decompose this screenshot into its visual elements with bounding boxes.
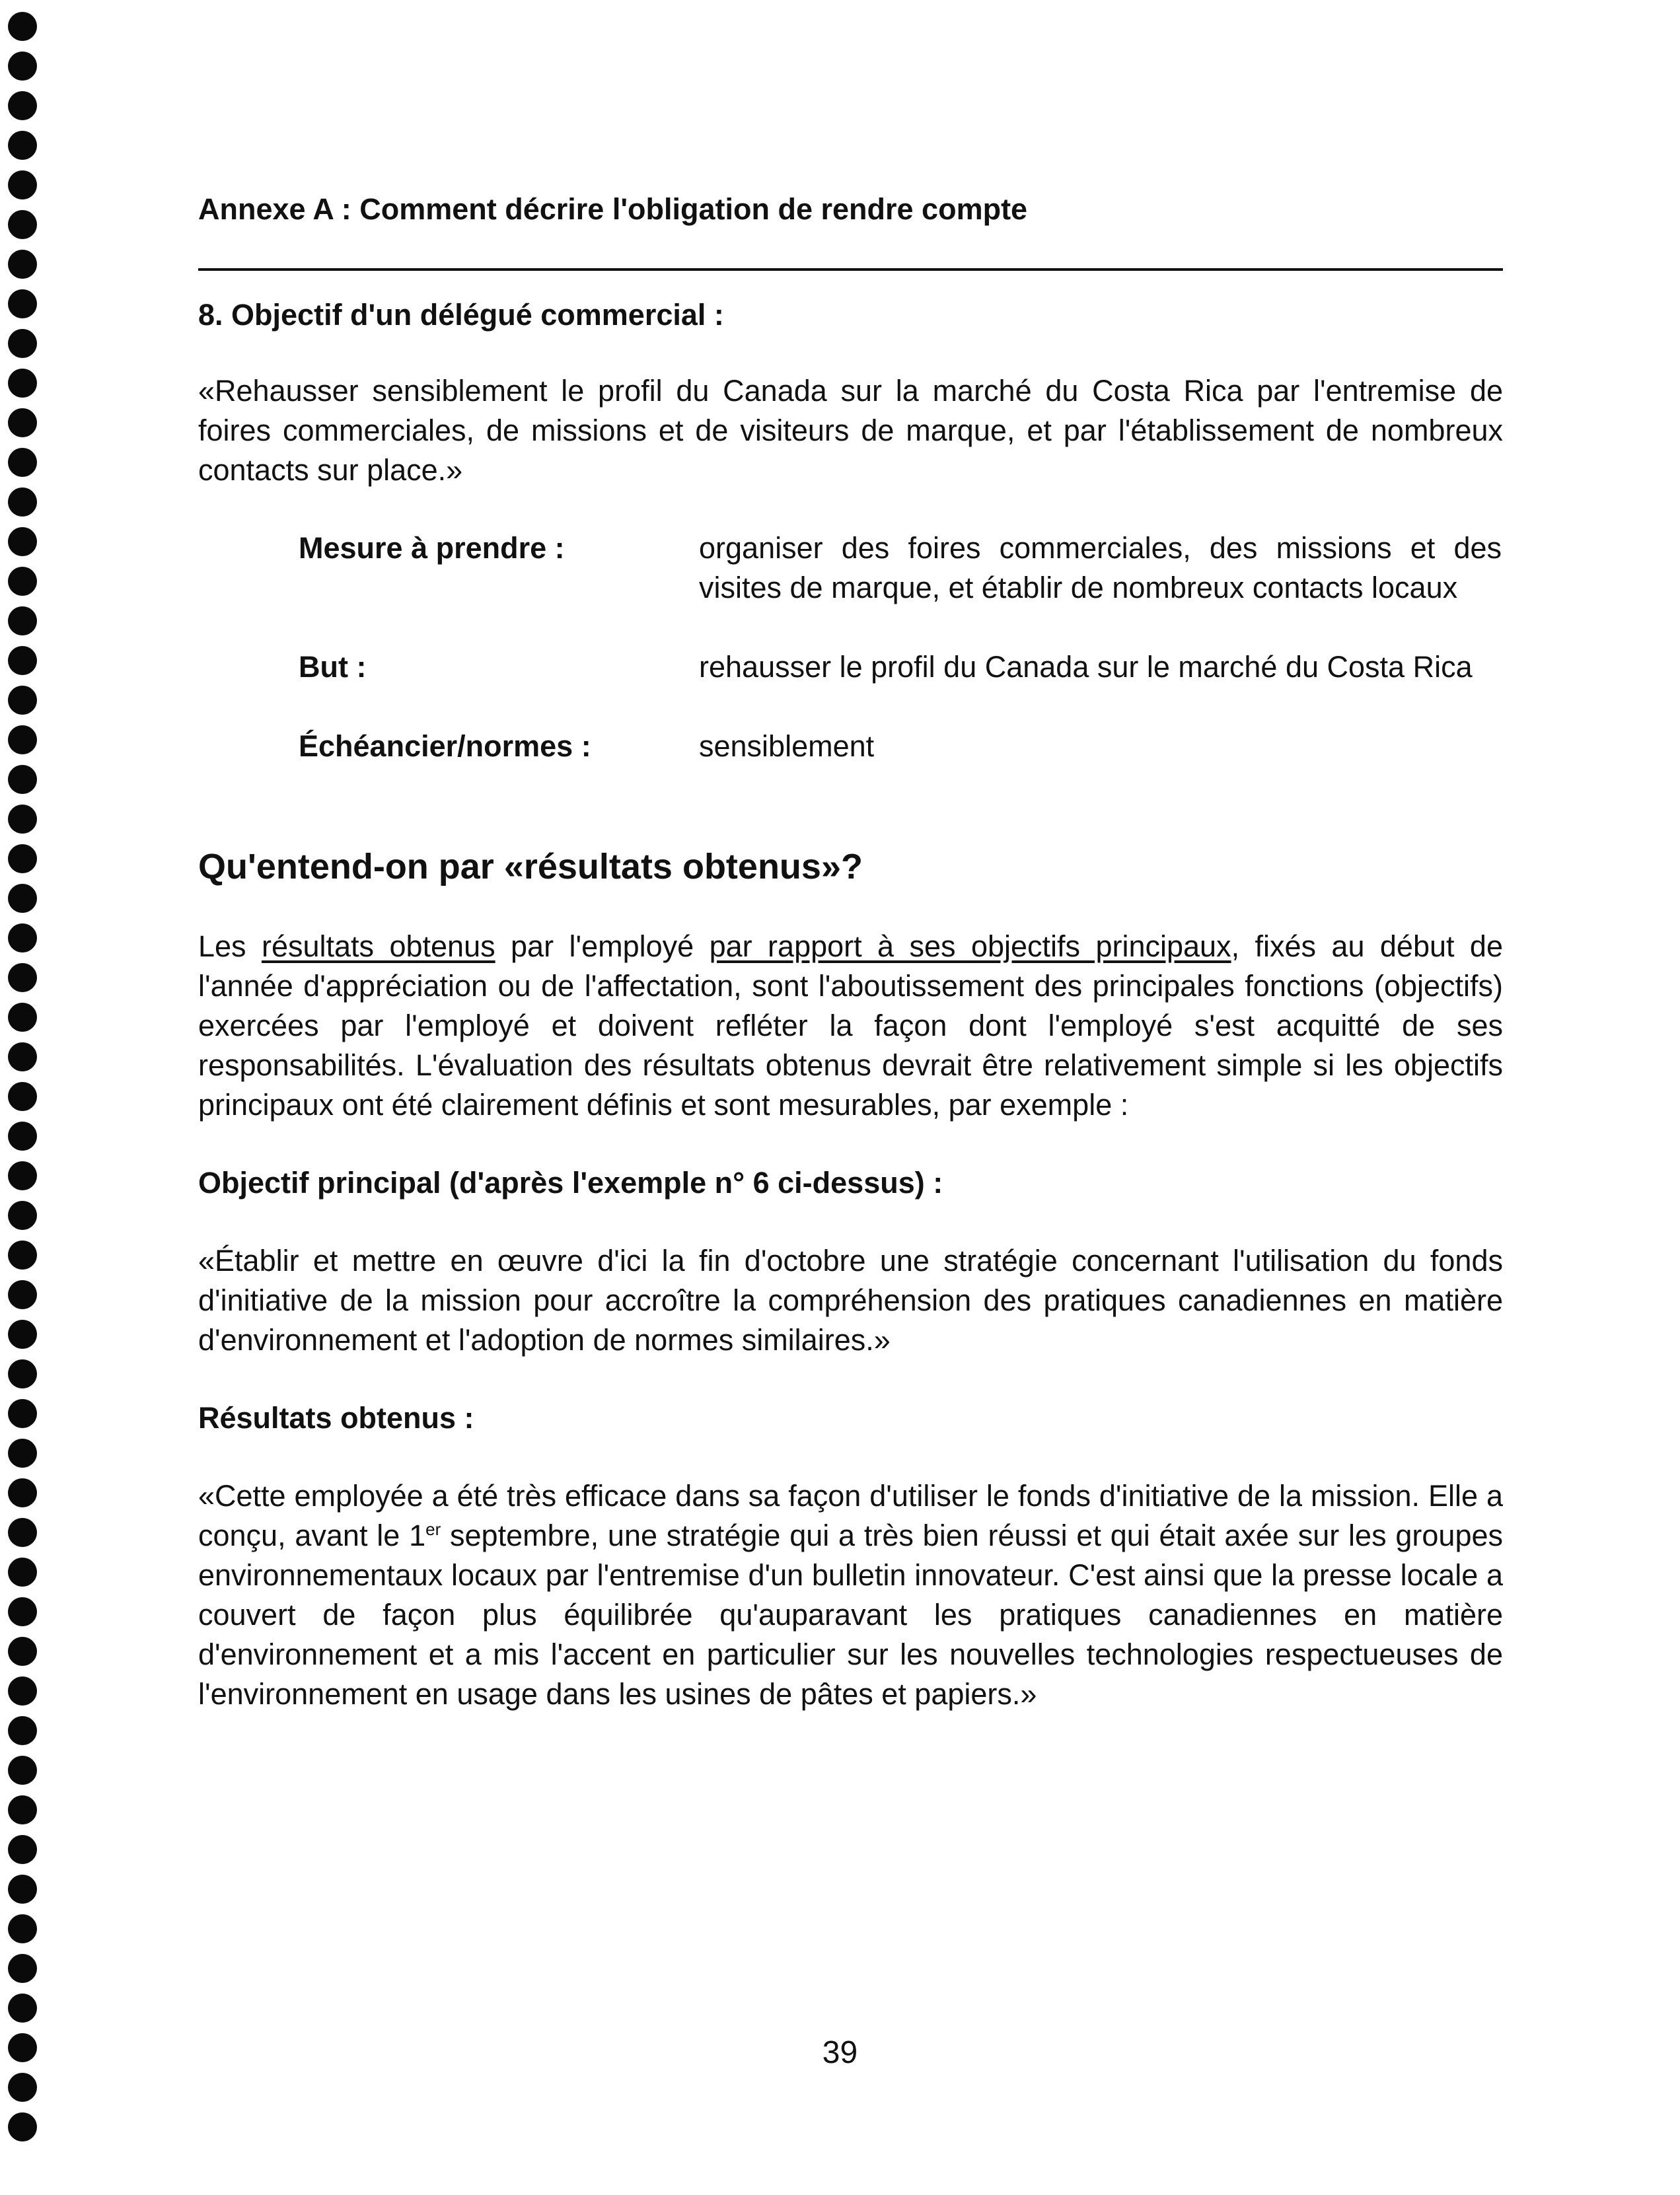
annex-header: Annexe A : Comment décrire l'obligation de rendre compte [198, 192, 1028, 226]
intro-underlined-results: résultats obtenus [261, 929, 495, 963]
example-objective-label: Objectif principal (d'après l'exemple n° 6 ci-dessus) : [198, 1165, 943, 1200]
results-section-title: Qu'entend-on par «résultats obtenus»? [198, 847, 863, 886]
section-8-title: 8. Objectif d'un délégué commercial : [198, 298, 724, 332]
binder-hole [8, 1439, 37, 1468]
binder-hole [8, 1042, 37, 1071]
document-page [198, 192, 1503, 1714]
binder-hole [8, 1082, 37, 1111]
measure-row [299, 727, 1503, 766]
binder-hole [8, 131, 37, 160]
binder-hole [8, 567, 37, 596]
intro-text: , fixés au début de l'année d'appréciation ou de l'affectation, sont l'aboutissement des principales fonctions (objectifs) exercées par l'employé et doivent refléter la façon dont l'employé s'est acquitté de ses responsabilités. L'évaluation des résultats obtenus devrait être relativement simple si les objectifs principaux ont été clairement définis et sont mesurables, par exemple : [198, 929, 1503, 1122]
binder-hole [8, 170, 37, 199]
binder-hole [8, 1637, 37, 1666]
binder-hole [8, 448, 37, 477]
results-obtained-quote [198, 1476, 1503, 1714]
page-number: 39 [822, 2035, 858, 2070]
binder-hole [8, 91, 37, 120]
intro-text: Les [198, 929, 262, 963]
measure-value: rehausser le profil du Canada sur le marché du Costa Rica [699, 650, 1473, 684]
measure-row [299, 528, 1503, 608]
results-quote-text: septembre, une stratégie qui a très bien réussi et qui était axée sur les groupes environnementaux locaux par l'entremise d'un bulletin innovateur. C'est ainsi que la presse locale a couvert de façon plus équilibrée qu'auparavant les pratiques canadiennes en matière d'environnement et a mis l'accent en particulier sur les nouvelles technologies respectueuses de l'environnement en usage dans les usines de pâtes et papiers.» [198, 1518, 1503, 1711]
binder-hole [8, 606, 37, 635]
binder-hole [8, 1716, 37, 1745]
results-quote-text: «Cette employée a été très efficace dans sa façon d'utiliser le fonds d'initiative de la mission. Elle a conçu, avant le 1 [198, 1478, 1503, 1552]
measure-row [299, 647, 1503, 687]
binder-hole [8, 289, 37, 318]
binder-hole [8, 1914, 37, 1943]
section-8-quote: «Rehausser sensiblement le profil du Canada sur la marché du Costa Rica par l'entremise de foires commerciales, de missions et de visiteurs de marque, et par l'établissement de nombreux contacts sur place.» [198, 374, 1503, 487]
binder-hole [8, 1478, 37, 1507]
binder-hole [8, 1003, 37, 1032]
measure-label: Mesure à prendre : [299, 531, 565, 565]
binder-hole [8, 1558, 37, 1587]
binder-hole [8, 1597, 37, 1626]
binder-hole [8, 844, 37, 873]
binder-hole [8, 963, 37, 992]
binder-hole [8, 408, 37, 437]
binder-hole [8, 1518, 37, 1547]
binder-hole [8, 1676, 37, 1706]
binder-hole [8, 765, 37, 794]
binder-hole [8, 2073, 37, 2102]
measure-label: But : [299, 650, 367, 684]
intro-text: par l'employé [495, 929, 710, 963]
measure-value: sensiblement [699, 729, 875, 763]
results-obtained-label: Résultats obtenus : [198, 1400, 474, 1435]
binder-hole [8, 805, 37, 834]
ordinal-superscript: er [425, 1519, 441, 1539]
binder-holes [8, 12, 45, 2152]
binder-hole [8, 1756, 37, 1785]
measure-label: Échéancier/normes : [299, 729, 591, 763]
binder-hole [8, 487, 37, 517]
binder-hole [8, 923, 37, 953]
intro-underlined-objectives: par rapport à ses objectifs principaux [709, 929, 1231, 963]
binder-hole [8, 1280, 37, 1309]
example-objective-quote: «Établir et mettre en œuvre d'ici la fin d'octobre une stratégie concernant l'utilisation du fonds d'initiative de la mission pour accroître la compréhension des pratiques canadiennes en matière d'environnement et l'adoption de normes similaires.» [198, 1243, 1503, 1357]
binder-hole [8, 2112, 37, 2141]
binder-hole [8, 1994, 37, 2023]
binder-hole [8, 210, 37, 239]
binder-hole [8, 52, 37, 81]
header-rule [198, 268, 1503, 271]
binder-hole [8, 1795, 37, 1824]
binder-hole [8, 1161, 37, 1190]
binder-hole [8, 1320, 37, 1349]
binder-hole [8, 329, 37, 358]
binder-hole [8, 1875, 37, 1904]
binder-hole [8, 1835, 37, 1864]
binder-hole [8, 725, 37, 754]
measure-value: organiser des foires commerciales, des missions et des visites de marque, et établir de nombreux contacts locaux [699, 531, 1502, 604]
binder-hole [8, 1954, 37, 1983]
binder-hole [8, 686, 37, 715]
binder-hole [8, 250, 37, 279]
binder-hole [8, 1399, 37, 1428]
binder-hole [8, 369, 37, 398]
binder-hole [8, 1201, 37, 1230]
binder-hole [8, 12, 37, 41]
binder-hole [8, 1359, 37, 1388]
binder-hole [8, 884, 37, 913]
binder-hole [8, 646, 37, 675]
binder-hole [8, 527, 37, 556]
binder-hole [8, 1241, 37, 1270]
results-intro-paragraph [198, 927, 1503, 1125]
binder-hole [8, 1122, 37, 1151]
measures-table [299, 528, 1503, 766]
